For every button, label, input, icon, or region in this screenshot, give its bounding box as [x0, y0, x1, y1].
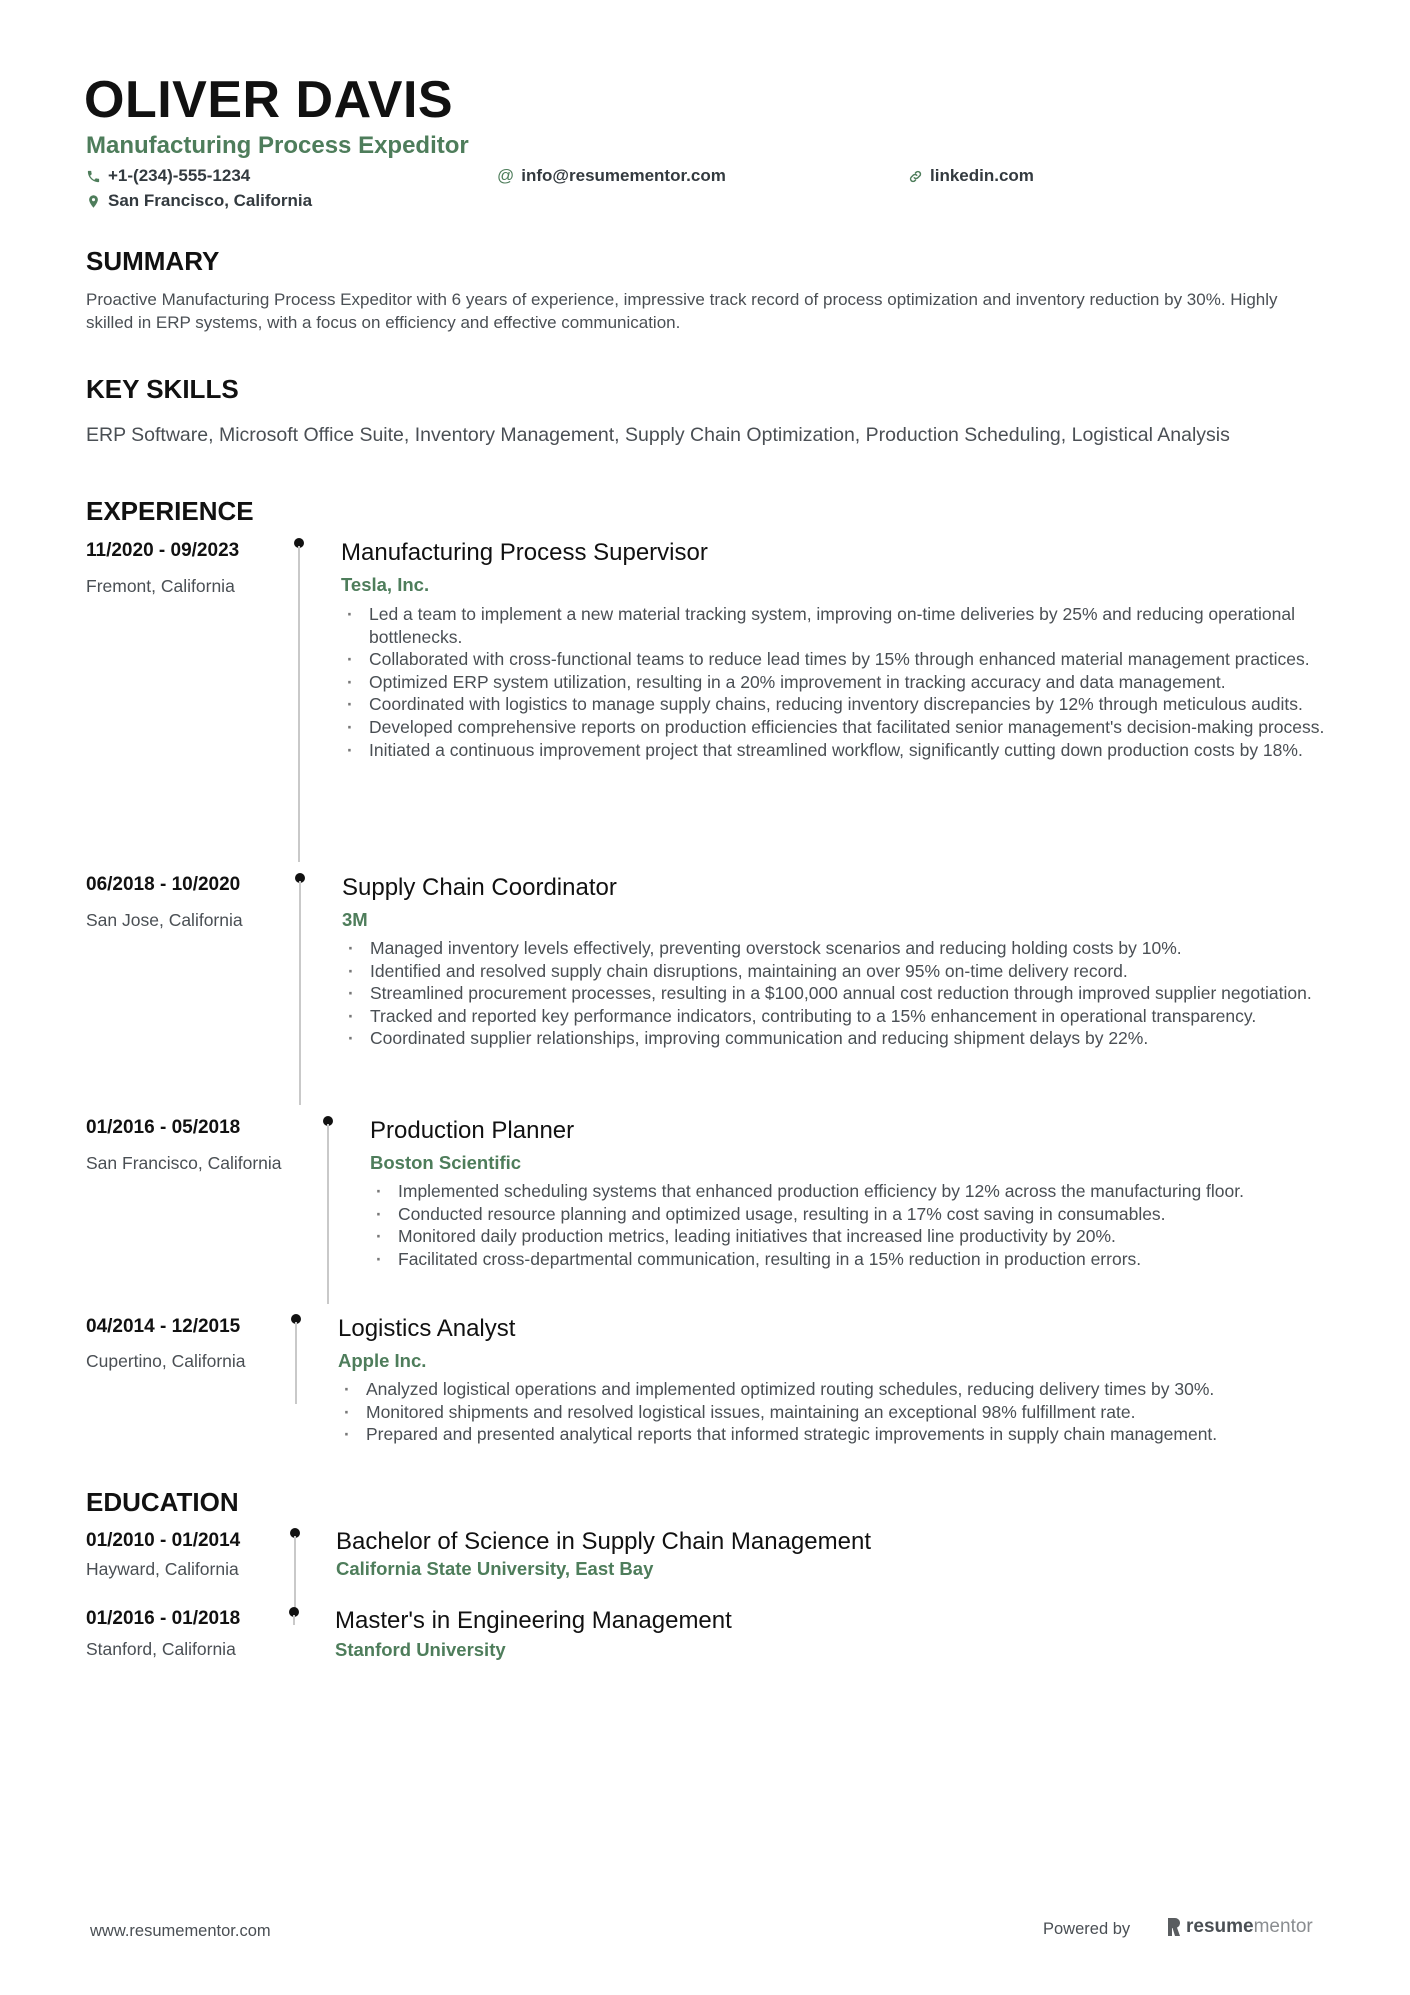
location-pin-icon — [86, 194, 101, 209]
timeline-line — [293, 1615, 295, 1625]
bullet-item: · Coordinated supplier relationships, improving communication and reducing shipment delays by 22%. — [344, 1027, 1344, 1050]
job-title: Production Planner — [370, 1117, 575, 1144]
company-name: Tesla, Inc. — [341, 574, 430, 595]
timeline-line — [294, 1536, 296, 1608]
bullet-item: · Coordinated with logistics to manage supply chains, reducing inventory discrepancies by 12% through meticulous audits. — [343, 693, 1343, 716]
bullet-item: · Developed comprehensive reports on production efficiencies that facilitated senior management's decision-making process. — [343, 716, 1343, 739]
powered-by-label: Powered by — [1043, 1920, 1131, 1938]
brand-logo — [1166, 1916, 1313, 1938]
job-location: Fremont, California — [86, 576, 235, 596]
bullet-item: · Monitored daily production metrics, leading initiatives that increased line productivity by 20%. — [372, 1225, 1332, 1248]
education-dates: 01/2016 - 01/2018 — [86, 1608, 241, 1629]
link-icon — [908, 169, 923, 184]
contact-location — [86, 191, 312, 211]
job-bullets — [344, 937, 1344, 1050]
timeline-line — [327, 1124, 329, 1304]
job-dates: 01/2016 - 05/2018 — [86, 1117, 241, 1138]
email-text[interactable]: info@resumementor.com — [521, 166, 726, 185]
school-name: California State University, East Bay — [336, 1558, 654, 1579]
timeline-line — [298, 546, 300, 862]
bullet-item: · Implemented scheduling systems that enhanced production efficiency by 12% across the manufacturing floor. — [372, 1180, 1332, 1203]
education-location: Hayward, California — [86, 1559, 239, 1579]
job-bullets — [343, 603, 1343, 761]
footer-website[interactable]: www.resumementor.com — [90, 1922, 271, 1940]
timeline-line — [295, 1322, 297, 1404]
timeline-line — [299, 881, 301, 1105]
bullet-item: · Collaborated with cross-functional teams to reduce lead times by 15% through enhanced material management practices. — [343, 648, 1343, 671]
job-title: Manufacturing Process Supervisor — [341, 539, 708, 566]
resumementor-logo-icon — [1166, 1917, 1181, 1937]
bullet-item: · Analyzed logistical operations and implemented optimized routing schedules, reducing delivery times by 30%. — [340, 1378, 1340, 1401]
bullet-item: · Identified and resolved supply chain disruptions, maintaining an over 95% on-time delivery record. — [344, 960, 1344, 983]
degree-title: Master's in Engineering Management — [335, 1607, 732, 1634]
skills-heading: KEY SKILLS — [86, 374, 239, 404]
job-dates: 04/2014 - 12/2015 — [86, 1316, 241, 1337]
linkedin-text[interactable]: linkedin.com — [930, 166, 1034, 185]
summary-text: Proactive Manufacturing Process Expeditor with 6 years of experience, impressive track record of process optimization and inventory reduction by 30%. Highly skilled in ERP systems, with a focus on efficiency and effective communication. — [86, 290, 1278, 332]
school-name: Stanford University — [335, 1639, 506, 1660]
summary-heading: SUMMARY — [86, 246, 220, 276]
company-name: Apple Inc. — [338, 1350, 427, 1371]
job-location: San Francisco, California — [86, 1153, 282, 1173]
bullet-item: · Streamlined procurement processes, resulting in a $100,000 annual cost reduction through improved supplier negotiation. — [344, 982, 1344, 1005]
job-title: Logistics Analyst — [338, 1315, 516, 1342]
location-text: San Francisco, California — [108, 191, 313, 210]
candidate-title: Manufacturing Process Expeditor — [86, 132, 469, 159]
job-dates: 11/2020 - 09/2023 — [86, 540, 240, 561]
bullet-item: · Prepared and presented analytical reports that informed strategic improvements in supply chain management. — [340, 1423, 1340, 1446]
bullet-item: · Managed inventory levels effectively, preventing overstock scenarios and reducing holding costs by 10%. — [344, 937, 1344, 960]
company-name: 3M — [342, 909, 368, 930]
bullet-item: · Tracked and reported key performance indicators, contributing to a 15% enhancement in operational transparency. — [344, 1005, 1344, 1028]
contact-phone — [86, 166, 250, 186]
contact-email[interactable] — [497, 166, 726, 186]
degree-title: Bachelor of Science in Supply Chain Management — [336, 1528, 871, 1555]
job-title: Supply Chain Coordinator — [342, 874, 617, 901]
phone-icon — [86, 169, 101, 184]
candidate-name: OLIVER DAVIS — [84, 71, 454, 129]
skills-text: ERP Software, Microsoft Office Suite, Inventory Management, Supply Chain Optimization, Production Scheduling, Logistical Analysis — [86, 424, 1230, 446]
job-location: San Jose, California — [86, 910, 243, 930]
job-bullets — [372, 1180, 1332, 1270]
bullet-item: · Conducted resource planning and optimized usage, resulting in a 17% cost saving in consumables. — [372, 1203, 1332, 1226]
job-dates: 06/2018 - 10/2020 — [86, 874, 241, 895]
bullet-item: · Initiated a continuous improvement project that streamlined workflow, significantly cutting down production costs by 18%. — [343, 739, 1343, 762]
company-name: Boston Scientific — [370, 1152, 522, 1173]
education-dates: 01/2010 - 01/2014 — [86, 1530, 241, 1551]
education-location: Stanford, California — [86, 1639, 236, 1659]
bullet-item: · Optimized ERP system utilization, resulting in a 20% improvement in tracking accuracy and data management. — [343, 671, 1343, 694]
education-heading: EDUCATION — [86, 1487, 239, 1517]
bullet-item: · Monitored shipments and resolved logistical issues, maintaining an exceptional 98% fulfillment rate. — [340, 1401, 1340, 1424]
contact-linkedin[interactable] — [908, 166, 1034, 186]
phone-text: +1-(234)-555-1234 — [108, 166, 251, 185]
bullet-item: · Led a team to implement a new material tracking system, improving on-time deliveries by 25% and reducing operational bottlenecks. — [343, 603, 1343, 648]
experience-heading: EXPERIENCE — [86, 496, 254, 526]
bullet-item: · Facilitated cross-departmental communication, resulting in a 15% reduction in production errors. — [372, 1248, 1332, 1271]
job-location: Cupertino, California — [86, 1351, 246, 1371]
brand-part-1: resume — [1186, 1916, 1254, 1937]
brand-part-2: mentor — [1253, 1916, 1313, 1937]
job-bullets — [340, 1378, 1340, 1446]
at-icon: @ — [497, 166, 515, 185]
